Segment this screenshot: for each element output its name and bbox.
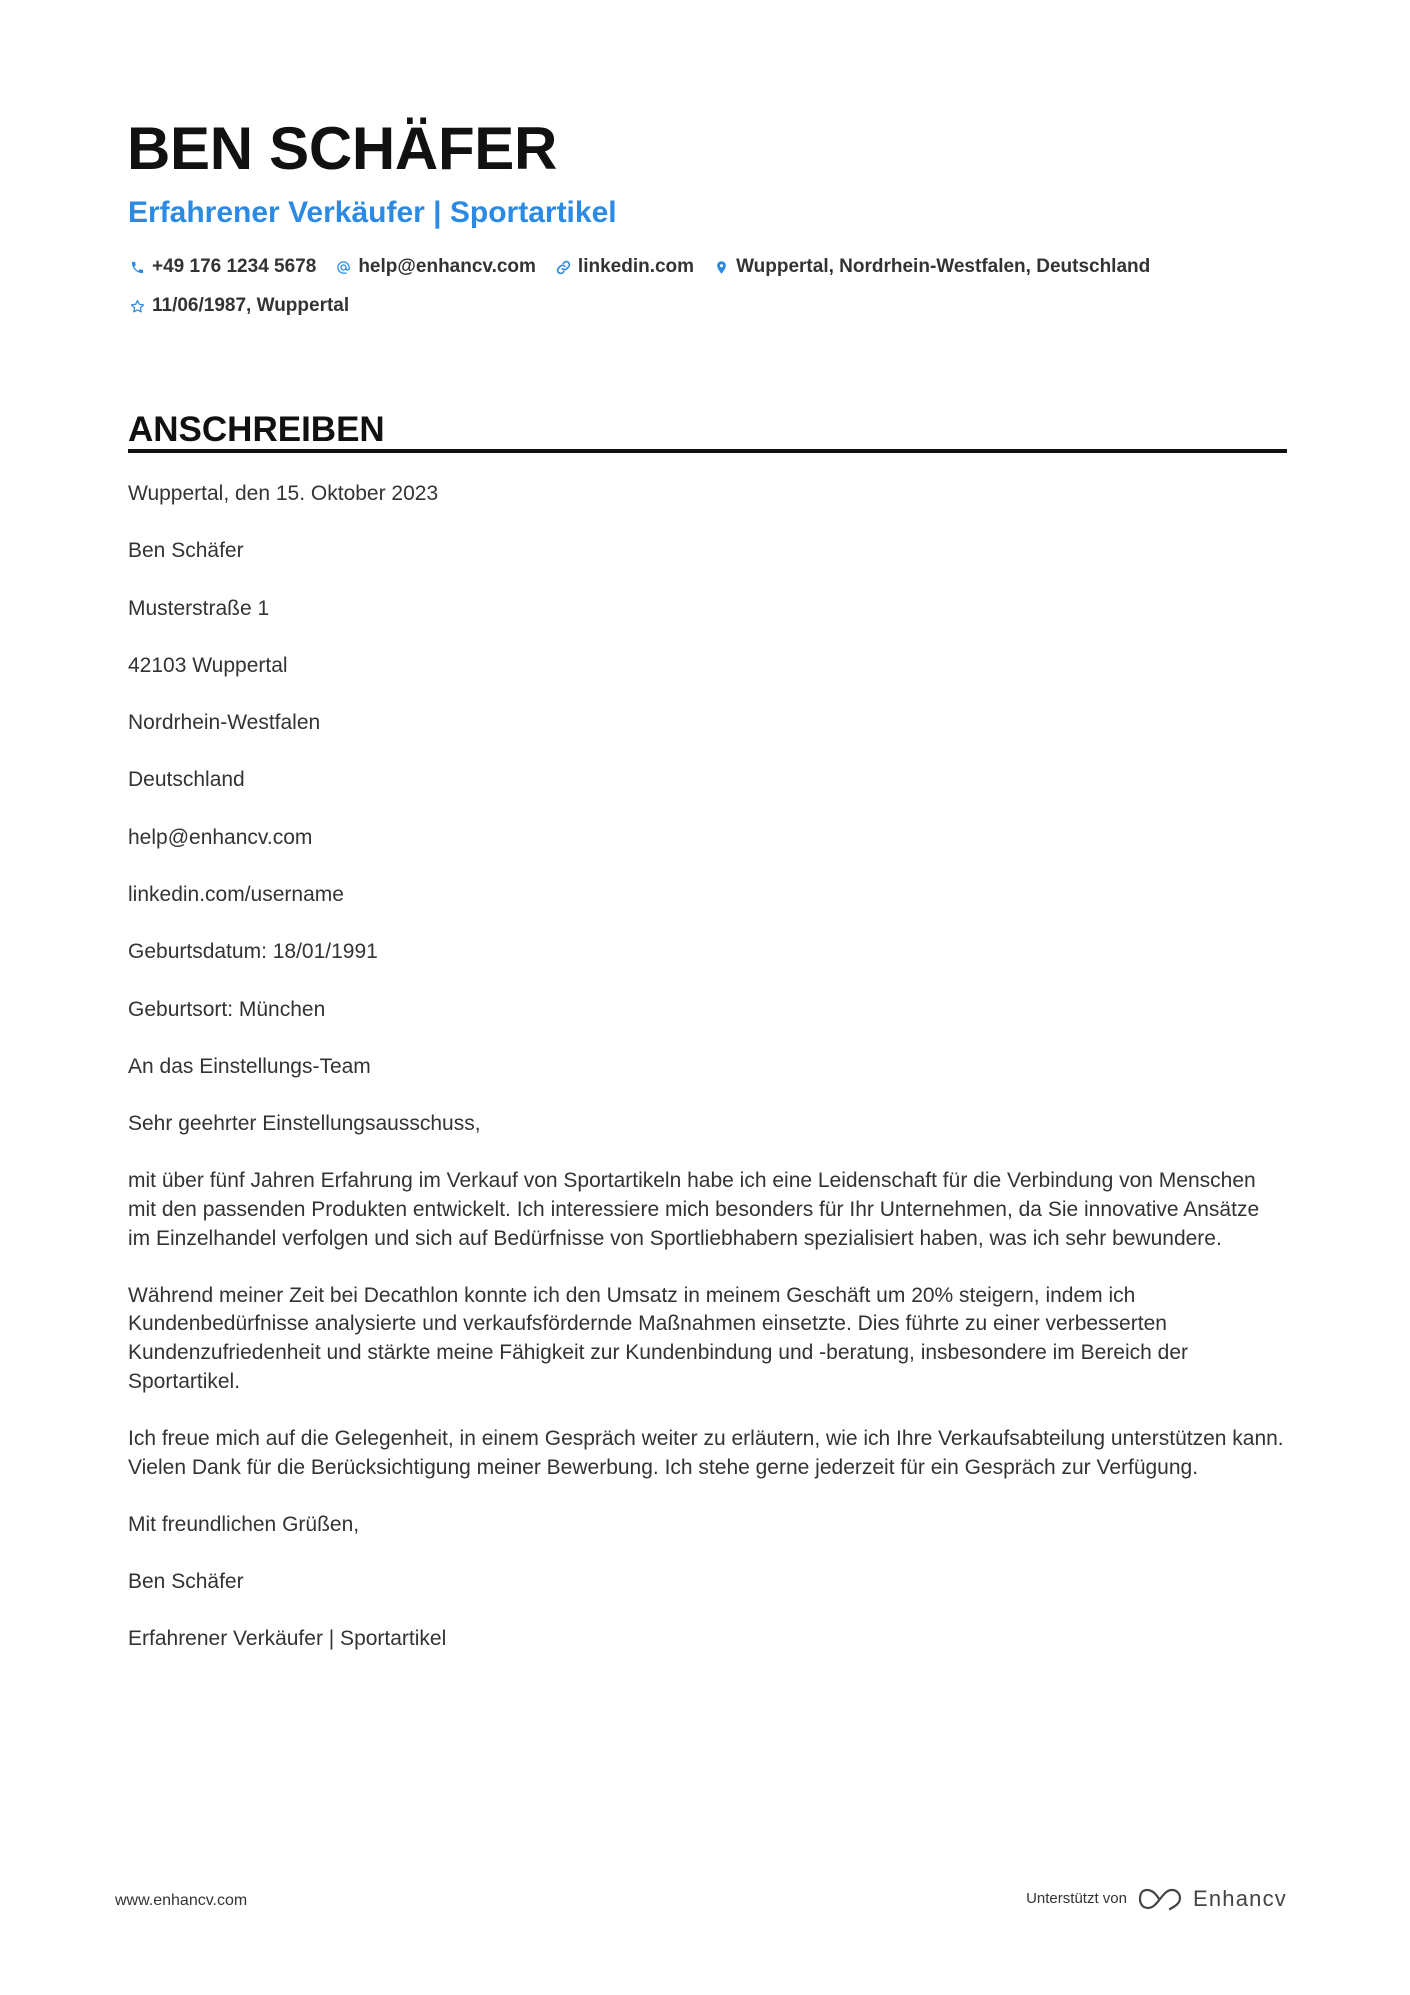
contact-location (714, 255, 1150, 279)
at-sign-icon (336, 260, 351, 275)
contact-phone-text: +49 176 1234 5678 (152, 256, 317, 277)
candidate-name: BEN SCHÄFER (127, 115, 558, 182)
contact-email[interactable] (336, 255, 536, 279)
contact-phone (130, 255, 316, 279)
body-paragraph-closing: Ich freue mich auf die Gelegenheit, in einem Gespräch weiter zu erläutern, wie ich Ihre Verkaufsabteilung unterstützen kann. Vielen Dank für die Berücksichtigung meiner Bewerbung. Ich stehe gerne jederzeit für ein Gespräch zur Verfügung. (128, 1426, 1284, 1479)
phone-icon (130, 260, 145, 275)
powered-by-label: Unterstützt von (1026, 1890, 1127, 1907)
recipient-line: An das Einstellungs-Team (128, 1054, 371, 1078)
link-icon (556, 260, 571, 275)
contact-linkedin-text[interactable]: linkedin.com (577, 256, 695, 277)
sender-region: Nordrhein-Westfalen (128, 711, 321, 735)
sender-name: Ben Schäfer (128, 539, 244, 563)
enhancv-logo-icon (1137, 1886, 1183, 1912)
contact-birth (130, 294, 349, 318)
contact-linkedin[interactable] (556, 255, 694, 279)
letter-date: Wuppertal, den 15. Oktober 2023 (128, 482, 439, 505)
contact-location-text: Wuppertal, Nordrhein-Westfalen, Deutschland (736, 256, 1151, 277)
salutation: Sehr geehrter Einstellungsausschuss, (128, 1112, 481, 1136)
signature-title: Erfahrener Verkäufer | Sportartikel (128, 1627, 447, 1651)
sender-country: Deutschland (128, 768, 245, 792)
sender-email: help@enhancv.com (128, 825, 313, 849)
sender-birthdate: Geburtsdatum: 18/01/1991 (128, 940, 378, 964)
location-pin-icon (714, 260, 729, 275)
sender-city: 42103 Wuppertal (128, 653, 288, 677)
section-heading: ANSCHREIBEN (128, 410, 385, 449)
star-icon (130, 299, 145, 314)
closing-formula: Mit freundlichen Grüßen, (128, 1512, 360, 1536)
sender-birthplace: Geburtsort: München (128, 997, 326, 1021)
cover-letter-body (128, 480, 1287, 1683)
sender-linkedin: linkedin.com/username (128, 882, 344, 906)
body-paragraph-intro: mit über fünf Jahren Erfahrung im Verkauf von Sportartikeln habe ich eine Leidenschaft für die Verbindung von Menschen mit den passenden Produkten entwickelt. Ich interessiere mich besonders für Ihr Unternehmen, da Sie innovative Ansätze im Einzelhandel verfolgen und sich auf Bedürfnisse von Sportliebhabern spezialisiert haben, was ich sehr bewundere. (128, 1169, 1260, 1250)
contact-list (130, 255, 1287, 318)
body-paragraph-experience: Während meiner Zeit bei Decathlon konnte ich den Umsatz in meinem Geschäft um 20% steigern, indem ich Kundenbedürfnisse analysierte und verkaufsfördernde Maßnahmen einsetzte. Dies führte zu einer verbesserten Kundenzufriedenheit und stärkte meine Fähigkeit zur Kundenbindung und -beratung, insbesondere im Bereich der Sportartikel. (128, 1283, 1189, 1393)
contact-birth-text: 11/06/1987, Wuppertal (152, 295, 350, 316)
signature-name: Ben Schäfer (128, 1570, 244, 1594)
footer-branding (1026, 1884, 1287, 1914)
enhancv-wordmark: Enhancv (1192, 1886, 1287, 1911)
candidate-title: Erfahrener Verkäufer | Sportartikel (128, 196, 617, 229)
contact-email-text[interactable]: help@enhancv.com (358, 256, 536, 277)
sender-street: Musterstraße 1 (128, 596, 270, 620)
section-divider (128, 449, 1287, 453)
footer-website-link[interactable]: www.enhancv.com (115, 1892, 248, 1909)
